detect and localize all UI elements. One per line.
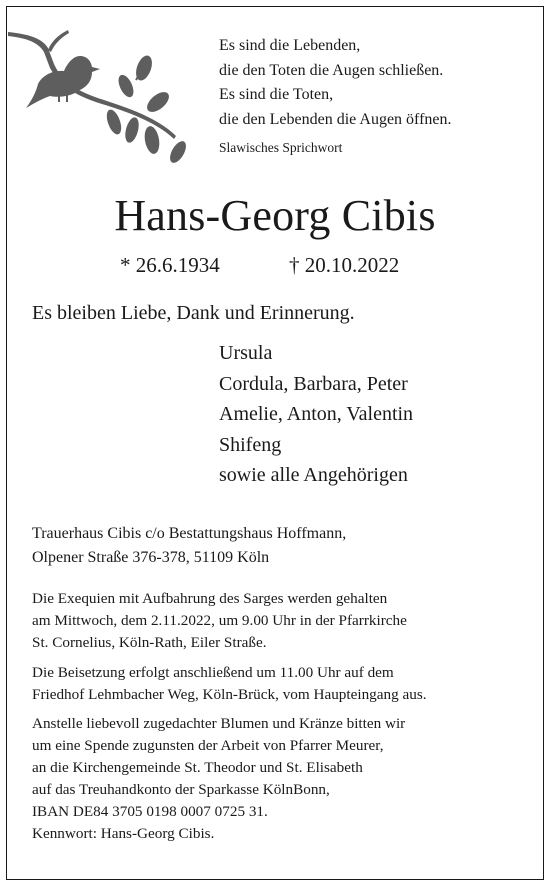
notice-line: Friedhof Lehmbacher Weg, Köln-Brück, vom Haupteingang aus. [32,686,427,703]
notice-line: Die Beisetzung erfolgt anschließend um 11.00 Uhr auf dem [32,664,394,681]
notice-line: auf das Treuhandkonto der Sparkasse KölnBonn, [32,781,330,798]
notice-line: Die Exequien mit Aufbahrung des Sarges werden gehalten [32,590,388,607]
address-line: Olpener Straße 376-378, 51109 Köln [32,548,270,566]
mourner-line: sowie alle Angehörigen [219,464,408,486]
notice-line: an die Kirchengemeinde St. Theodor und St. Elisabeth [32,759,363,776]
poem-line: die den Lebenden die Augen öffnen. [219,110,452,128]
bird-on-branch-icon [8,26,186,168]
donation-notice [32,713,405,845]
mourner-line: Ursula [219,342,273,364]
iban-line: IBAN DE84 3705 0198 0007 0725 31. [32,803,268,820]
birth-date: * 26.6.1934 [120,253,220,277]
notice-line: am Mittwoch, dem 2.11.2022, um 9.00 Uhr in der Pfarrkirche [32,612,407,629]
death-date: † 20.10.2022 [289,253,400,277]
mourning-house-address [32,522,346,569]
mourners-list [219,338,413,491]
notice-line: um eine Spende zugunsten der Arbeit von Pfarrer Meurer, [32,737,384,754]
poem-line: Es sind die Lebenden, [219,37,361,54]
notice-line: Anstelle liebevoll zugedachter Blumen und Kränze bitten wir [32,715,406,732]
poem-line: Es sind die Toten, [219,86,334,103]
mourner-line: Amelie, Anton, Valentin [219,403,414,425]
remembrance-quote: Es bleiben Liebe, Dank und Erinnerung. [32,302,355,324]
poem-line: die den Toten die Augen schließen. [219,61,444,79]
address-line: Trauerhaus Cibis c/o Bestattungshaus Hoffmann, [32,525,347,542]
funeral-mass-notice [32,588,407,654]
deceased-name: Hans-Georg Cibis [114,191,436,240]
poem-source: Slawisches Sprichwort [219,140,343,155]
keyword-line: Kennwort: Hans-Georg Cibis. [32,825,215,842]
notice-line: St. Cornelius, Köln-Rath, Eiler Straße. [32,634,267,651]
mourner-line: Shifeng [219,433,282,456]
burial-notice [32,662,427,706]
mourner-line: Cordula, Barbara, Peter [219,372,408,395]
poem [219,34,534,132]
